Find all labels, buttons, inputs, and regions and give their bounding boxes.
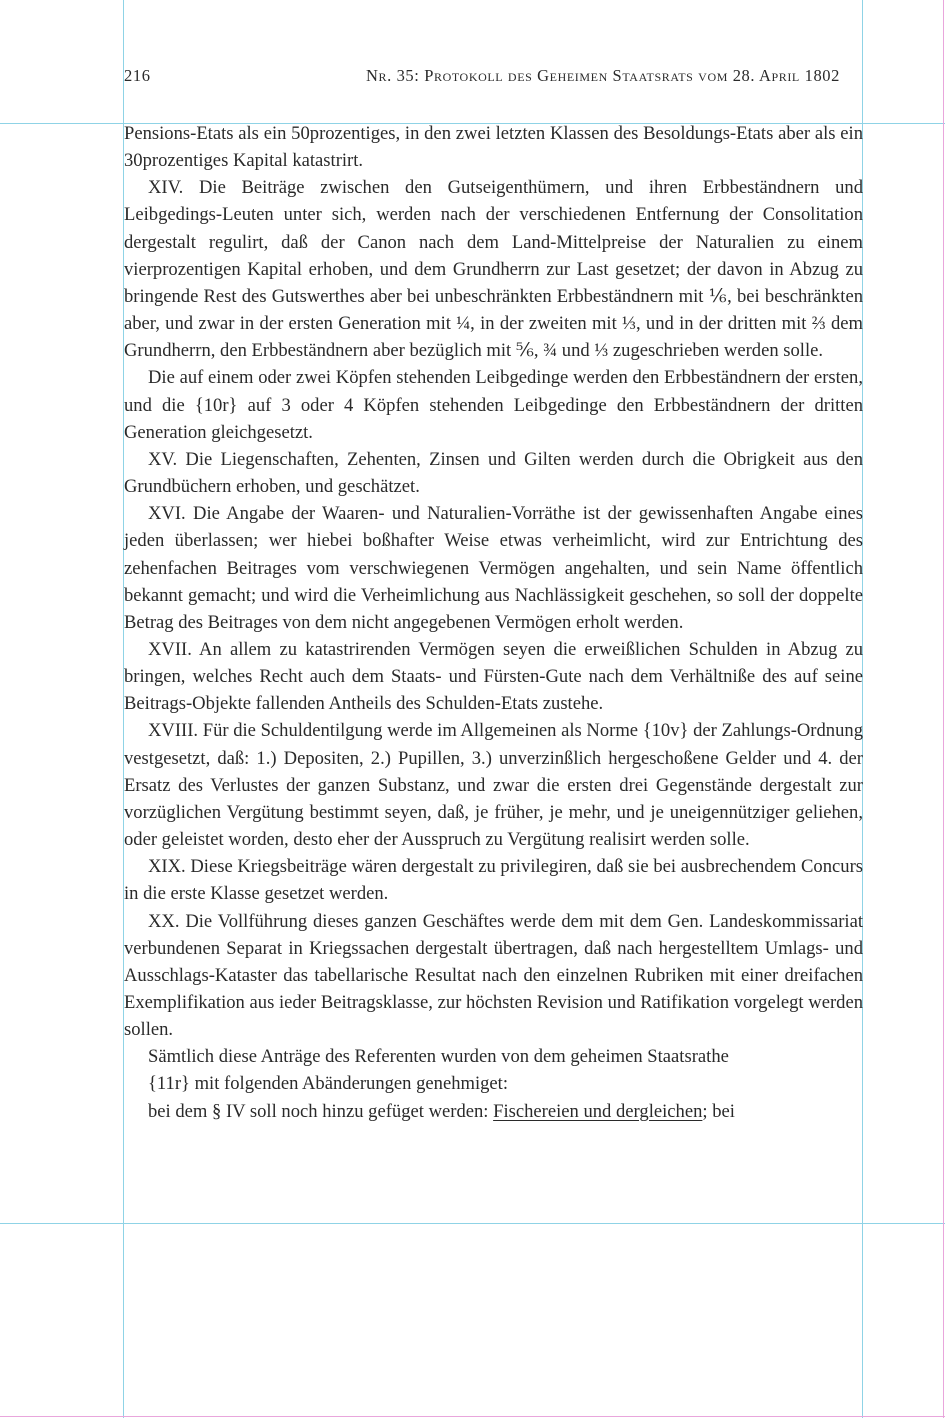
paragraph: XIX. Diese Kriegsbeiträge wären dergestalt zu privilegiren, daß sie bei ausbrechendem Concurs in die erste Klasse gesetzet werden. (124, 856, 863, 905)
page-number: 216 (124, 66, 151, 85)
paragraph: Pensions-Etats als ein 50prozentiges, in den zwei letzten Klassen des Besoldungs-Etats aber als ein 30prozentiges Kapital katastrirt. (124, 123, 863, 172)
paragraph: XVIII. Für die Schuldentilgung werde im Allgemeinen als Norme {10v} der Zahlungs-Ordnung vestgesetzt, daß: 1.) Depositen, 2.) Pupillen, 3.) unverzinßlich hergeschoßene Gelder und 4. der Ersatz des Verlustes der ganzen Substanz, und zwar die ersten drei Gegenstände dergestalt zur vorzüglichen Vergütung bestimmt seyen, daß, je früher, je mehr, und je uneigennütziger geliehen, oder geleistet worden, desto eher der Ausspruch zu Vergütung realisirt werden solle. (124, 720, 863, 851)
paragraph: XVI. Die Angabe der Waaren- und Naturalien-Vorräthe ist der gewissenhaften Angabe eines jeden überlassen; wer hiebei boßhafter Weise etwas verheimlicht, wird zur Entrichtung des zehenfachen Beitrages vom verschwiegenen Vermögen angehalten, und sein Name öffentlich bekannt gemacht; und wird die Verheimlichung aus Nachlässigkeit geschehen, so soll der doppelte Betrag des Beitrages von dem nicht angegebenen Vermögen erholt werden. (124, 503, 863, 633)
paragraph: {11r} mit folgenden Abänderungen genehmiget: (148, 1073, 509, 1095)
paragraph: Die auf einem oder zwei Köpfen stehenden Leibgedinge werden den Erbbeständnern der ersten, und die {10r} auf 3 oder 4 Köpfen stehenden Leibgedinge den Erbbeständnern der dritten Generation gleichgesetzt. (124, 367, 863, 443)
text-run: bei dem § IV soll noch hinzu gefüget werden: (148, 1100, 494, 1122)
page-header (124, 66, 840, 90)
paragraph: XV. Die Liegenschaften, Zehenten, Zinsen und Gilten werden durch die Obrigkeit aus den Grundbüchern erhoben, und geschätzet. (124, 448, 863, 498)
body-text (124, 120, 863, 1125)
paragraph: XX. Die Vollführung dieses ganzen Geschäftes werde dem mit dem Gen. Landeskommissariat verbundenen Separat in Kriegssachen dergestalt übertragen, daß nach hergestelltem Umlags- und Ausschlags-Kataster das tabellarische Resultat nach den einzelnen Rubriken mit einer dreifachen Exemplifikation aus ieder Beitragsklasse, zur höchsten Revision und Ratifikation vorgelegt werden sollen. (124, 910, 863, 1041)
underlined-text: Fischereien und dergleichen (493, 1100, 703, 1122)
page-edge-right (943, 0, 944, 1418)
paragraph: XVII. An allem zu katastrirenden Vermögen seyen die erweißlichen Schulden in Abzug zu bringen, welches Recht auch dem Staats- und Fürsten-Gute nach dem Verhältniße des auf seine Beitrags-Objekte fallenden Antheils des Schulden-Etats zustehe. (124, 638, 863, 715)
paragraph (124, 1098, 863, 1125)
text-run: ; bei (702, 1100, 735, 1122)
paragraph: XIV. Die Beiträge zwischen den Gutseigenthümern, und ihren Erbbeständnern und Leibgedings-Leuten unter sich, werden nach der verschiedenen Entfernung der Consolitation dergestalt regulirt, daß der Canon nach dem Land-Mittelpreise der Naturalien zu einem vierprozentigen Kapital erhoben, und dem Grundherrn zur Last gesetzet; der davon in Abzug zu bringende Rest des Gutswerthes aber bei unbeschränkten Erbbeständnern mit ⅙, bei beschränkten aber, und zwar in der ersten Generation mit ¼, in der zweiten mit ⅓, und in der dritten mit ⅔ dem Grundherrn, den Erbbeständnern aber bezüglich mit ⅚, ¾ und ⅓ zugeschrieben werden solle. (124, 177, 863, 362)
page-edge-bottom (0, 1416, 945, 1417)
bottom-margin-guide (0, 1223, 945, 1224)
paragraph: Sämtlich diese Anträge des Referenten wurden von dem geheimen Staatsrathe (148, 1046, 729, 1068)
running-head: Nr. 35: Protokoll des Geheimen Staatsrats vom 28. April 1802 (366, 66, 840, 85)
